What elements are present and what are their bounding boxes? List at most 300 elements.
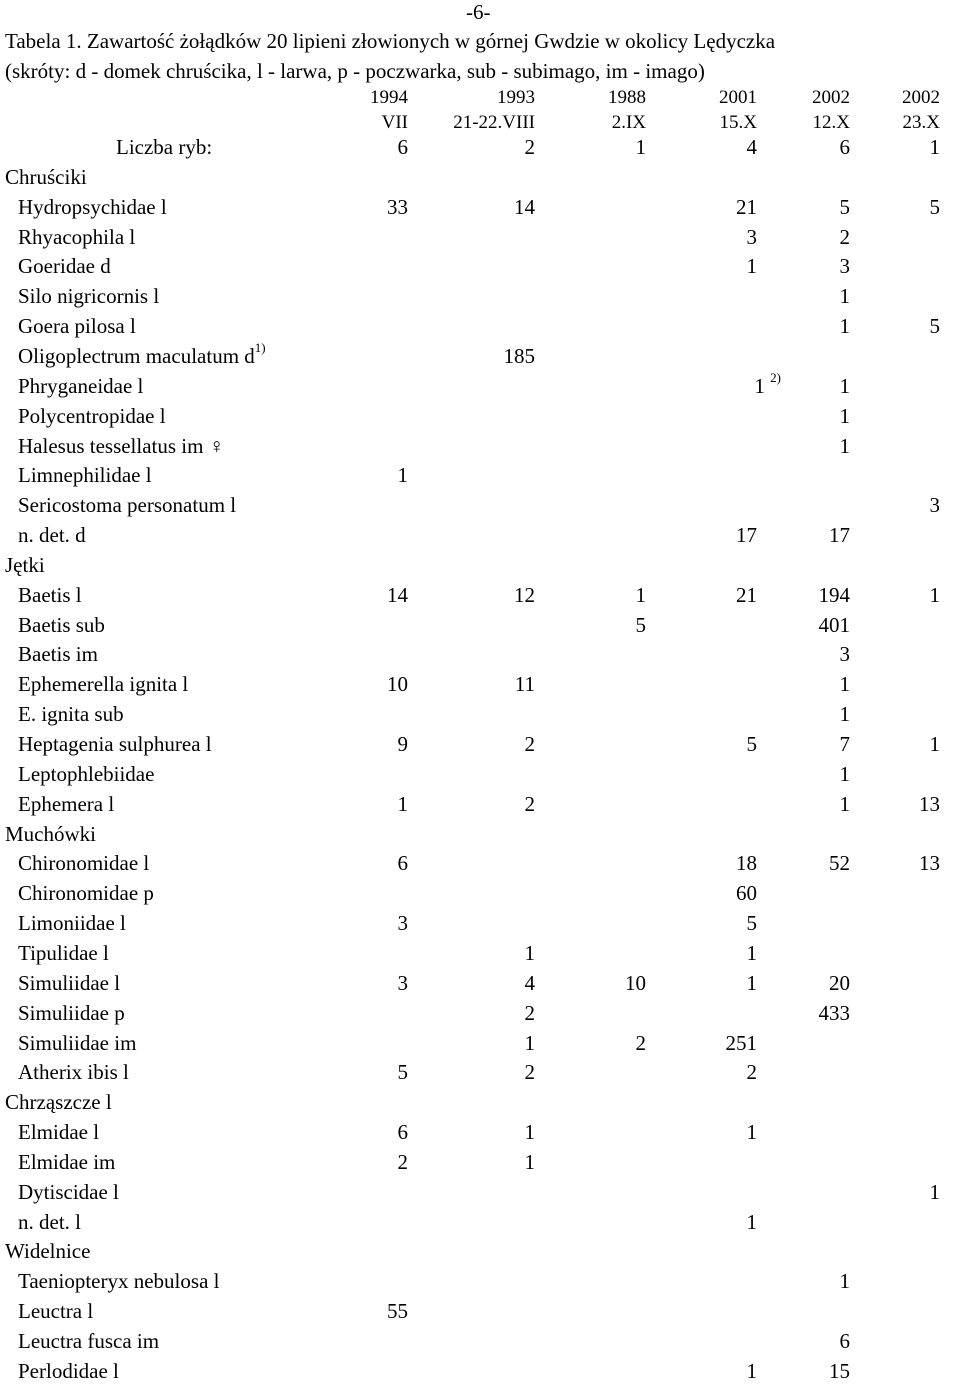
cell-value: 5 — [397, 1060, 408, 1085]
table-cell — [504, 341, 536, 371]
table-cell — [387, 192, 408, 222]
table-row — [0, 431, 960, 461]
table-cell — [387, 580, 408, 610]
row-label-text: Halesus tessellatus im ♀ — [18, 433, 225, 458]
table-cell — [754, 371, 781, 401]
group-label — [5, 1087, 112, 1117]
table-caption-line-2: (skróty: d - domek chruścika, l - larwa, p - poczwarka, sub - subimago, im - imago) — [5, 59, 705, 83]
row-label-text: Leptophlebiidae — [18, 761, 155, 786]
table-cell — [840, 311, 851, 341]
cell-value: 185 — [503, 343, 535, 368]
cell-value: 9 — [397, 732, 408, 756]
table-row — [0, 968, 960, 998]
row-label — [18, 431, 224, 461]
cell-value: 2 — [635, 1030, 646, 1055]
cell-value: 433 — [818, 1000, 850, 1025]
cell-value: 3 — [397, 911, 408, 936]
table-cell — [636, 132, 647, 162]
cell-value: 2 — [524, 732, 535, 756]
table-row — [0, 1326, 960, 1356]
cell-value: 3 — [746, 224, 757, 249]
table-row — [0, 580, 960, 610]
column-year: 1994 — [370, 87, 408, 108]
table-cell — [840, 431, 851, 461]
cell-value: 15 — [829, 1358, 850, 1383]
cell-value: 401 — [818, 612, 850, 637]
cell-value: 12 — [514, 582, 535, 607]
table-cell — [525, 1057, 536, 1087]
row-label-text: Baetis l — [18, 582, 82, 607]
cell-value: 1 — [839, 1269, 850, 1294]
cell-value: 5 — [746, 911, 757, 936]
cell-value: 1 — [524, 940, 535, 965]
table-row — [0, 848, 960, 878]
footnote-marker: 1) — [254, 339, 266, 355]
cell-value: 1 — [397, 791, 408, 816]
cell-value: 1 — [746, 1120, 757, 1145]
row-label-text: Baetis sub — [18, 612, 105, 637]
cell-value: 1 — [839, 702, 850, 727]
cell-value: 17 — [736, 523, 757, 548]
cell-value: 21 — [736, 194, 757, 219]
table-row — [0, 460, 960, 490]
table-cell — [636, 610, 647, 640]
row-label — [18, 520, 86, 550]
table-row — [0, 222, 960, 252]
cell-value: 3 — [839, 642, 850, 667]
table-row — [0, 908, 960, 938]
cell-value: 3 — [839, 254, 850, 279]
row-label-text: Jętki — [5, 552, 45, 577]
cell-value: 11 — [514, 672, 535, 697]
table-row — [0, 1266, 960, 1296]
row-label — [18, 639, 98, 669]
cell-value: 1 — [746, 970, 757, 995]
group-label — [5, 819, 96, 849]
row-label — [18, 1117, 99, 1147]
row-label — [18, 1326, 159, 1356]
table-cell — [840, 251, 851, 281]
table-cell — [747, 938, 758, 968]
row-label-text: Silo nigricornis l — [18, 284, 160, 309]
row-label-text: Taeniopteryx nebulosa l — [18, 1269, 220, 1294]
row-label-text: Hydropsychidae l — [18, 194, 167, 219]
cell-value: 6 — [839, 1329, 850, 1353]
table-row — [0, 610, 960, 640]
table-cell — [736, 580, 757, 610]
row-label — [18, 371, 143, 401]
row-label-text: Chruściki — [5, 164, 87, 189]
cell-value: 18 — [736, 851, 757, 876]
table-row — [0, 1147, 960, 1177]
table-cell — [819, 610, 851, 640]
cell-value: 2 — [524, 1000, 535, 1025]
page-number: -6- — [466, 0, 491, 24]
table-cell — [840, 222, 851, 252]
table-cell — [840, 639, 851, 669]
cell-value: 60 — [736, 881, 757, 906]
cell-value: 6 — [839, 135, 850, 159]
table-cell — [398, 908, 409, 938]
table-cell — [398, 460, 409, 490]
table-cell — [514, 192, 535, 222]
column-year: 2001 — [719, 87, 757, 108]
cell-value: 5 — [746, 732, 757, 756]
row-label — [18, 490, 236, 520]
table-row — [0, 699, 960, 729]
group-row — [0, 819, 960, 849]
table-row — [0, 1356, 960, 1386]
column-year: 1988 — [608, 87, 646, 108]
row-label-text: Sericostoma personatum l — [18, 493, 237, 518]
cell-value: 1 — [524, 1030, 535, 1055]
row-label-text: Heptagenia sulphurea l — [18, 732, 212, 756]
table-cell — [930, 132, 941, 162]
cell-value: 20 — [829, 970, 850, 995]
row-label — [18, 1207, 81, 1237]
table-cell — [829, 968, 850, 998]
column-year: 2002 — [812, 87, 850, 108]
table-cell — [736, 192, 757, 222]
group-row — [0, 1087, 960, 1117]
row-label-text: Goera pilosa l — [18, 314, 136, 339]
row-label — [18, 1028, 136, 1058]
cell-value: 13 — [919, 851, 940, 876]
table-row — [0, 401, 960, 431]
row-label-text: Elmidae im — [18, 1149, 116, 1174]
row-label-text: Ephemera l — [18, 791, 115, 816]
row-label-text: Elmidae l — [18, 1120, 100, 1145]
table-cell — [736, 848, 757, 878]
cell-value: 10 — [387, 672, 408, 697]
table-cell — [747, 1207, 758, 1237]
table-cell — [840, 132, 851, 162]
cell-value: 2 — [397, 1149, 408, 1174]
row-label — [18, 968, 120, 998]
row-label-text: Rhyacophila l — [18, 224, 136, 249]
cell-value: 251 — [725, 1030, 757, 1055]
row-label — [18, 789, 114, 819]
cell-value: 1 — [929, 1179, 940, 1204]
row-label — [18, 580, 82, 610]
row-label-text: Limnephilidae l — [18, 463, 152, 488]
cell-value: 3 — [929, 493, 940, 518]
cell-value: 1 — [929, 135, 940, 159]
table-cell — [636, 1028, 647, 1058]
table-cell — [840, 669, 851, 699]
row-label-text: Limoniidae l — [18, 911, 126, 936]
table-cell — [747, 1057, 758, 1087]
table-cell — [398, 729, 409, 759]
table-row — [0, 729, 960, 759]
group-row — [0, 550, 960, 580]
table-row — [0, 669, 960, 699]
table-cell — [398, 1117, 409, 1147]
table-cell — [525, 729, 536, 759]
cell-value: 5 — [635, 612, 646, 637]
group-label — [5, 1236, 90, 1266]
table-cell — [398, 132, 409, 162]
cell-value: 14 — [514, 194, 535, 219]
table-cell — [747, 908, 758, 938]
row-label — [18, 759, 154, 789]
cell-value: 2 — [524, 1060, 535, 1085]
table-cell — [525, 789, 536, 819]
row-label — [18, 1356, 119, 1386]
table-cell — [398, 1147, 409, 1177]
row-label — [18, 222, 135, 252]
row-label-text: Simuliidae im — [18, 1030, 137, 1055]
table-cell — [840, 729, 851, 759]
table-cell — [747, 729, 758, 759]
group-label — [5, 162, 87, 192]
cell-value: 1 — [839, 284, 850, 309]
group-label — [5, 550, 45, 580]
table-cell — [525, 1147, 536, 1177]
table-cell — [747, 968, 758, 998]
cell-value: 5 — [929, 194, 940, 219]
cell-value: 1 — [839, 791, 850, 816]
table-row — [0, 281, 960, 311]
table-cell — [840, 192, 851, 222]
cell-value: 13 — [919, 791, 940, 816]
table-cell — [840, 401, 851, 431]
cell-value: 4 — [524, 970, 535, 995]
table-cell — [747, 251, 758, 281]
row-label-text: Simuliidae p — [18, 1000, 125, 1025]
table-cell — [625, 968, 646, 998]
table-row — [0, 1177, 960, 1207]
row-label-text: Chironomidae l — [18, 851, 150, 876]
table-cell — [829, 1356, 850, 1386]
row-label-text: Liczba ryb: — [116, 135, 213, 159]
cell-value: 10 — [625, 970, 646, 995]
cell-value: 1 — [746, 254, 757, 279]
column-date: 23.X — [902, 112, 940, 133]
group-row — [0, 162, 960, 192]
table-row — [0, 490, 960, 520]
cell-value: 2 — [746, 1060, 757, 1085]
row-label-text: Baetis im — [18, 642, 98, 667]
cell-value: 5 — [839, 194, 850, 219]
table-cell — [747, 1356, 758, 1386]
cell-value: 1 — [635, 582, 646, 607]
cell-value: 1 — [929, 732, 940, 756]
cell-value: 6 — [397, 851, 408, 876]
table-cell — [726, 1028, 758, 1058]
table-cell — [930, 580, 941, 610]
cell-value: 14 — [387, 582, 408, 607]
row-label-text: Chironomidae p — [18, 881, 154, 906]
table-cell — [819, 998, 851, 1028]
table-cell — [930, 192, 941, 222]
table-row — [0, 311, 960, 341]
table-cell — [736, 878, 757, 908]
table-row — [0, 1296, 960, 1326]
row-label — [18, 281, 159, 311]
table-cell — [747, 132, 758, 162]
table-row — [0, 1028, 960, 1058]
table-cell — [829, 848, 850, 878]
table-row — [0, 371, 960, 401]
table-cell — [919, 789, 940, 819]
cell-value: 3 — [397, 970, 408, 995]
cell-value: 1 — [839, 761, 850, 786]
table-cell — [840, 789, 851, 819]
column-date: 15.X — [719, 112, 757, 133]
table-cell — [398, 1057, 409, 1087]
row-label — [18, 341, 266, 371]
row-label — [18, 908, 126, 938]
table-cell — [819, 580, 851, 610]
table-row — [0, 639, 960, 669]
table-cell — [919, 848, 940, 878]
table-cell — [747, 222, 758, 252]
row-label-text: Muchówki — [5, 821, 96, 846]
cell-value: 52 — [829, 851, 850, 876]
row-label — [18, 938, 109, 968]
table-row — [0, 1117, 960, 1147]
table-cell — [514, 580, 535, 610]
cell-value: 1 — [929, 582, 940, 607]
row-label-text: n. det. d — [18, 523, 86, 548]
table-row — [0, 1207, 960, 1237]
column-year: 2002 — [902, 87, 940, 108]
cell-value: 55 — [387, 1299, 408, 1324]
cell-value: 1 — [839, 373, 850, 398]
cell-value: 5 — [929, 314, 940, 339]
group-row — [0, 1236, 960, 1266]
footnote-marker: 2) — [770, 369, 781, 385]
row-label-text: Dytiscidae l — [18, 1179, 119, 1204]
cell-value: 1 — [746, 1358, 757, 1383]
table-cell — [515, 669, 535, 699]
row-label-text: Leuctra l — [18, 1299, 94, 1324]
cell-value: 1 — [635, 135, 646, 159]
row-label-text: Perlodidae l — [18, 1358, 119, 1383]
row-label-text: Atherix ibis l — [18, 1060, 129, 1085]
row-label-text: Polycentropidae l — [18, 403, 166, 428]
table-caption-line-1: Tabela 1. Zawartość żołądków 20 lipieni złowionych w górnej Gwdzie w okolicy Lędyczka — [5, 29, 776, 53]
row-label — [18, 610, 105, 640]
table-row — [0, 341, 960, 371]
table-row — [0, 878, 960, 908]
table-row — [0, 789, 960, 819]
row-label — [18, 878, 154, 908]
table-cell — [398, 848, 409, 878]
cell-value: 17 — [829, 523, 850, 548]
table-cell — [930, 490, 941, 520]
table-cell — [829, 520, 850, 550]
row-label — [18, 848, 149, 878]
cell-value: 1 — [839, 403, 850, 428]
table-cell — [930, 311, 941, 341]
table-cell — [840, 1266, 851, 1296]
fish-count-row — [0, 132, 960, 162]
table-cell — [930, 1177, 941, 1207]
column-date: 21-22.VIII — [453, 112, 535, 133]
column-date: 12.X — [812, 112, 850, 133]
row-label-text: Simuliidae l — [18, 970, 121, 995]
cell-value: 1 — [754, 373, 765, 398]
table-row — [0, 759, 960, 789]
table-cell — [525, 132, 536, 162]
table-cell — [525, 1117, 536, 1147]
table-cell — [387, 1296, 408, 1326]
row-label-text: Tipulidae l — [18, 940, 109, 965]
row-label — [18, 1296, 93, 1326]
cell-value: 1 — [397, 463, 408, 488]
row-label-text: Ephemerella ignita l — [18, 672, 189, 697]
table-cell — [398, 789, 409, 819]
table-cell — [736, 520, 757, 550]
cell-value: 1 — [524, 1120, 535, 1145]
row-label — [116, 132, 212, 162]
cell-value: 2 — [524, 135, 535, 159]
column-date: VII — [381, 112, 408, 133]
cell-value: 6 — [397, 135, 408, 159]
cell-value: 194 — [818, 582, 850, 607]
cell-value: 1 — [746, 940, 757, 965]
row-label — [18, 192, 167, 222]
row-label — [18, 311, 136, 341]
row-label — [18, 401, 166, 431]
row-label — [18, 1057, 129, 1087]
row-label-text: Oligoplectrum maculatum d — [18, 343, 255, 368]
table-cell — [525, 968, 536, 998]
table-row — [0, 938, 960, 968]
cell-value: 7 — [839, 732, 850, 756]
table-cell — [747, 1117, 758, 1147]
row-label — [18, 460, 152, 490]
table-row — [0, 520, 960, 550]
row-label-text: E. ignita sub — [18, 702, 124, 727]
cell-value: 21 — [736, 582, 757, 607]
table-cell — [840, 1326, 851, 1356]
cell-value: 2 — [524, 791, 535, 816]
row-label — [18, 1147, 115, 1177]
table-cell — [840, 699, 851, 729]
column-year: 1993 — [497, 87, 535, 108]
table-cell — [525, 938, 536, 968]
cell-value: 1 — [746, 1209, 757, 1234]
table-row — [0, 251, 960, 281]
table-cell — [398, 968, 409, 998]
table-cell — [636, 580, 647, 610]
row-label — [18, 251, 111, 281]
cell-value: 1 — [839, 314, 850, 339]
row-label-text: Leuctra fusca im — [18, 1329, 160, 1353]
table-cell — [840, 371, 851, 401]
row-label — [18, 1177, 119, 1207]
table-cell — [840, 759, 851, 789]
row-label-text: Widelnice — [5, 1239, 91, 1264]
row-label-text: Phryganeidae l — [18, 373, 144, 398]
row-label-text: Goeridae d — [18, 254, 111, 279]
row-label — [18, 1266, 219, 1296]
column-date: 2.IX — [611, 112, 646, 133]
cell-value: 2 — [839, 224, 850, 249]
cell-value: 1 — [524, 1149, 535, 1174]
table-cell — [525, 1028, 536, 1058]
table-cell — [840, 281, 851, 311]
row-label-text: n. det. l — [18, 1209, 81, 1234]
cell-value: 4 — [746, 135, 757, 159]
table-row — [0, 998, 960, 1028]
cell-value: 33 — [387, 194, 408, 219]
cell-value: 1 — [839, 672, 850, 697]
table-cell — [387, 669, 408, 699]
